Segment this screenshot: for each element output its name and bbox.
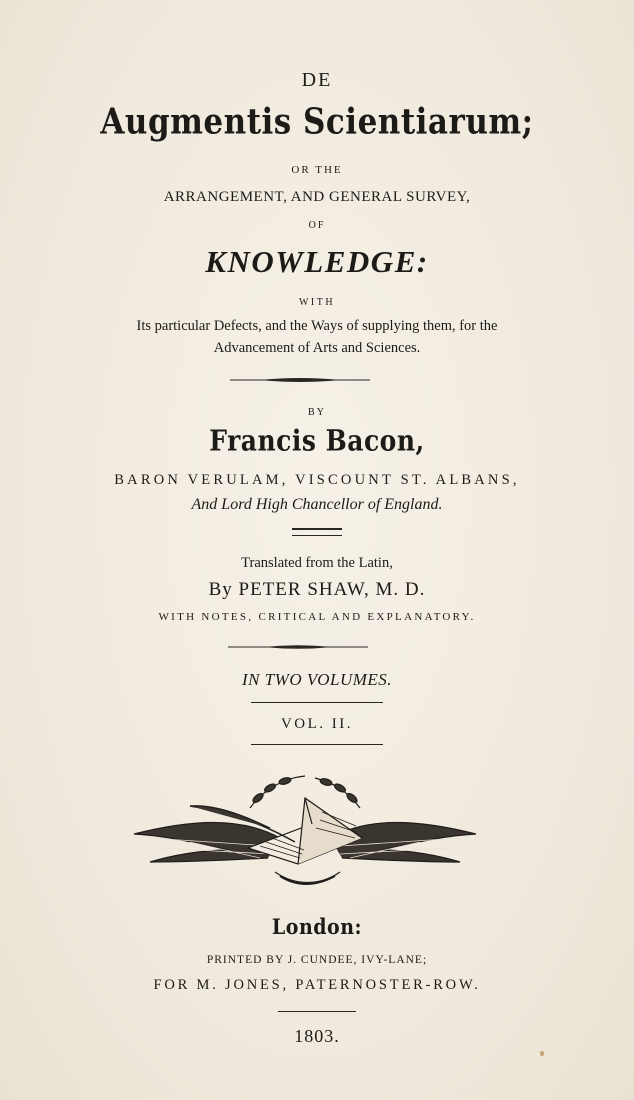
of-label: OF (308, 220, 326, 231)
winged-book-vignette-icon (130, 768, 480, 896)
author-name: Francis Bacon, (209, 423, 425, 458)
rule-above-vol (251, 702, 383, 703)
printer-line: PRINTED BY J. CUNDEE, IVY-LANE; (206, 954, 428, 966)
ornamental-rule-2 (228, 643, 368, 651)
publisher-line: FOR M. JONES, PATERNOSTER-ROW. (153, 977, 481, 993)
or-the: OR THE (291, 164, 343, 176)
foxing-spot (540, 1051, 544, 1056)
author-title-baron: BARON VERULAM, VISCOUNT ST. ALBANS, (114, 472, 520, 488)
subtitle-arrangement: ARRANGEMENT, AND GENERAL SURVEY, (163, 189, 471, 205)
translated-line: Translated from the Latin, (241, 555, 393, 571)
by-label: BY (308, 407, 326, 418)
volume-line: VOL. II. (280, 716, 354, 732)
volumes-line: IN TWO VOLUMES. (241, 670, 393, 689)
subtitle-advancement: Advancement of Arts and Sciences. (213, 340, 421, 356)
rule-below-vol (251, 744, 383, 745)
double-rule-top (292, 528, 342, 530)
title-main: Augmentis Scientiarum; (100, 101, 534, 143)
year-line: 1803. (294, 1026, 340, 1046)
place-london: London: (271, 914, 363, 940)
rule-above-year (278, 1011, 356, 1012)
translator-line: By PETER SHAW, M. D. (208, 579, 426, 600)
title-knowledge: KNOWLEDGE: (205, 244, 429, 279)
ornamental-rule-1 (230, 376, 370, 384)
author-title-chancellor: And Lord High Chancellor of England. (191, 496, 443, 513)
with-label: WITH (298, 297, 336, 308)
double-rule-bottom (292, 535, 342, 536)
subtitle-defects: Its particular Defects, and the Ways of supplying them, for the (136, 318, 498, 334)
title-de: DE (301, 69, 333, 91)
notes-line: WITH NOTES, CRITICAL AND EXPLANATORY. (158, 611, 476, 623)
